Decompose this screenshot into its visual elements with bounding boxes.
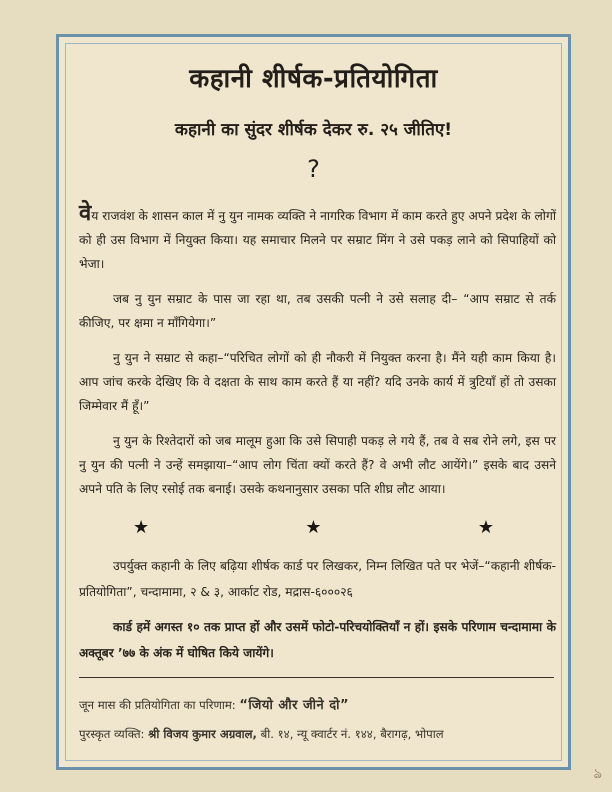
star-icon: ★	[305, 517, 322, 538]
story-paragraph-1	[79, 201, 556, 276]
divider-line	[79, 677, 554, 678]
contest-subtitle: कहानी का सुंदर शीर्षक देकर रु. २५ जीतिए!	[174, 120, 453, 140]
star-divider	[79, 517, 548, 538]
result-answer: “जियो और जीने दो”	[239, 698, 350, 713]
story-paragraph-4: नु युन के रिश्तेदारों को जब मालूम हुआ कि उसे सिपाही पकड़ ले गये हैं, तब वे सब रोने लगे, इस पर नु युन की पत्नी ने उन्हें समझाया–“आप लोग चिंता क्यों करते हैं? वे अभी लौट आयेंगे।” इसके बाद उसने अपने पति के लिए रसोई तक बनाई। उसके कथनानुसार उसका पति शीघ्र लौट आया।	[79, 434, 556, 496]
contest-panel	[56, 34, 571, 770]
story-paragraph-3: नु युन ने सम्राट से कहा–“परिचित लोगों को ही नौकरी में नियुक्त करना है। मैंने यही काम किया है। आप जांच करके देखिए कि वे दक्षता के साथ काम करते हैं या नहीं? यदि उनके कार्य में त्रुटियाँ हों तो उसका जिम्मेवार मैं हूँ।”	[79, 351, 556, 413]
contest-title: कहानी शीर्षक-प्रतियोगिता	[189, 64, 438, 94]
drop-cap: वे	[79, 201, 92, 226]
star-icon: ★	[477, 517, 494, 538]
winner-name: श्री विजय कुमार अग्रवाल,	[148, 727, 257, 741]
corner-mark: ঌ	[593, 766, 602, 782]
contest-rules	[79, 553, 556, 675]
winner-label: पुरस्कृत व्यक्ति:	[79, 727, 145, 741]
story-paragraph-1-text: य राजवंश के शासन काल में नु युन नामक व्यक्ति ने नागरिक विभाग में काम करते हुए अपने प्रदेश के लोगों को ही उस विभाग में नियुक्त किया। यह समाचार मिलने पर सम्राट मिंग ने उसे पकड़ लाने को सिपाहियों को भेजा।	[79, 209, 556, 271]
star-icon: ★	[133, 517, 150, 538]
rules-paragraph-2: कार्ड हमें अगस्त १० तक प्राप्त हों और उसमें फोटो-परिचयोक्तियाँ न हों। इसके परिणाम चन्दामामा के अक्तूबर ’७७ के अंक में घोषित किये जायेंगे।	[79, 620, 556, 660]
story-text	[79, 201, 556, 512]
rules-paragraph-1: उपर्युक्त कहानी के लिए बढ़िया शीर्षक कार्ड पर लिखकर, निम्न लिखित पते पर भेजें–“कहानी शीर्षक-प्रतियोगिता”, चन्दामामा, २ & ३, आर्काट रोड, मद्रास-६०००२६	[79, 559, 556, 599]
result-label: जून मास की प्रतियोगिता का परिणाम:	[79, 698, 236, 712]
story-paragraph-2: जब नु युन सम्राट के पास जा रहा था, तब उसकी पत्नी ने उसे सलाह दी– “आप सम्राट से तर्क कीजिए, पर क्षमा न माँगियेगा।”	[79, 292, 556, 330]
result-line	[79, 691, 558, 720]
winner-address: बी. १४, न्यू क्वार्टर नं. १४४, बैरागढ़, भोपाल	[260, 727, 444, 741]
question-mark: ?	[307, 155, 320, 183]
winner-line	[79, 720, 558, 748]
previous-result	[79, 691, 558, 748]
